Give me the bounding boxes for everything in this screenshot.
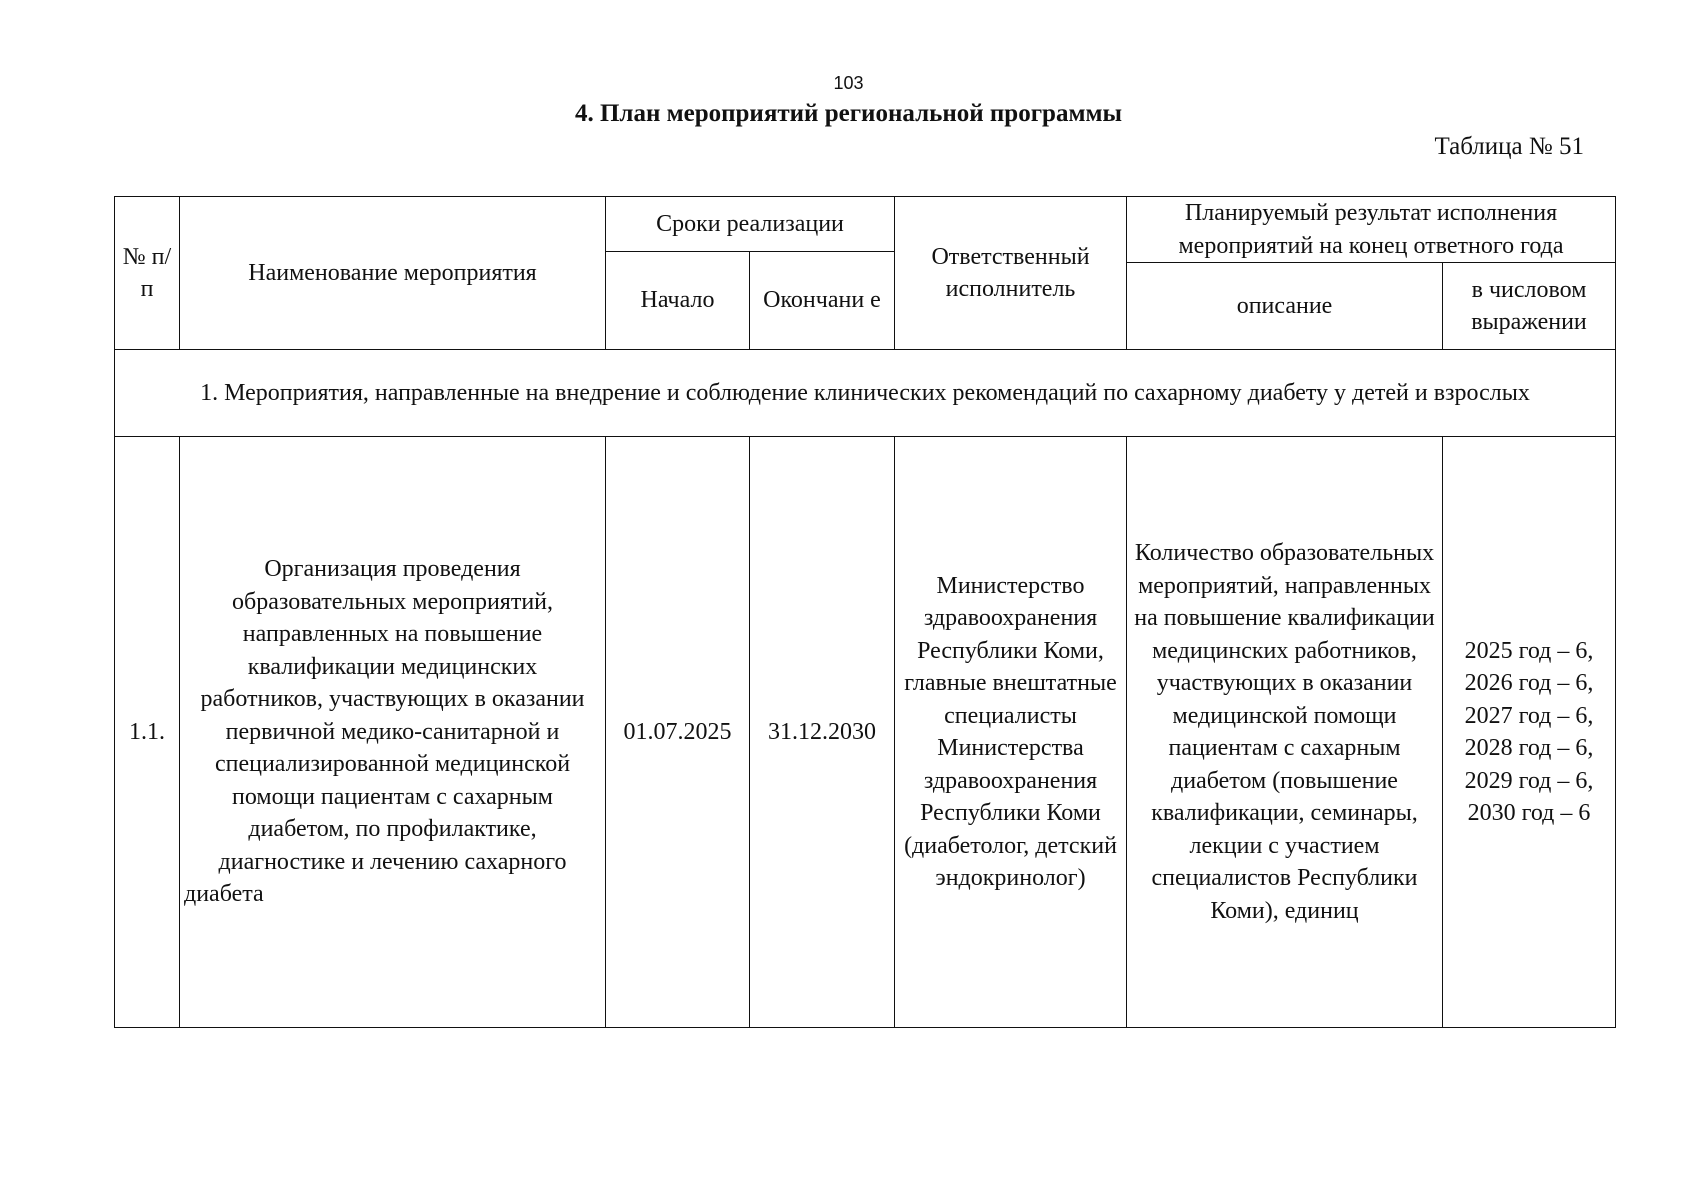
value-line: 2030 год – 6 xyxy=(1467,800,1591,826)
header-name: Наименование мероприятия xyxy=(180,197,606,350)
plan-table xyxy=(114,196,1616,1028)
header-end: Окончани е xyxy=(750,252,895,350)
header-start: Начало xyxy=(606,252,750,350)
table-label: Таблица № 51 xyxy=(1434,133,1584,160)
section-title: 1. Мероприятия, направленные на внедрение и соблюдение клинических рекомендаций по сахарному диабету у детей и взрослых xyxy=(115,350,1616,437)
header-terms: Сроки реализации xyxy=(606,197,895,252)
header-result: Планируемый результат исполнения мероприятий на конец ответного года xyxy=(1127,197,1616,263)
row-description: Количество образовательных мероприятий, направленных на повышение квалификации медицинских работников, участвующих в оказании медицинской помощи пациентам с сахарным диабетом (повышение квалификации, семинары, лекции с участием специалистов Республики Коми), единиц xyxy=(1127,437,1443,1028)
header-num: № п/п xyxy=(115,197,180,350)
header-responsible: Ответственный исполнитель xyxy=(895,197,1127,350)
header-numeric: в числовом выражении xyxy=(1443,263,1616,350)
page-title: 4. План мероприятий региональной программы xyxy=(574,100,1123,127)
table-row xyxy=(115,437,1616,1028)
row-end: 31.12.2030 xyxy=(750,437,895,1028)
row-start: 01.07.2025 xyxy=(606,437,750,1028)
row-responsible: Министерство здравоохранения Республики Коми, главные внештатные специалисты Министерства здравоохранения Республики Коми (диабетолог, детский эндокринолог) xyxy=(895,437,1127,1028)
value-line: 2025 год – 6, xyxy=(1464,637,1594,664)
section-row xyxy=(115,350,1616,437)
header-row-1 xyxy=(115,197,1616,252)
value-line: 2029 год – 6, xyxy=(1464,767,1594,794)
row-name: Организация проведения образовательных мероприятий, направленных на повышение квалификации медицинских работников, участвующих в оказании первичной медико-санитарной и специализированной медицинской помощи пациентам с сахарным диабетом, по профилактике, диагностике и лечению сахарного диабета xyxy=(180,437,606,1028)
value-line: 2026 год – 6, xyxy=(1464,670,1594,696)
value-line: 2027 год – 6, xyxy=(1464,702,1594,729)
value-line: 2028 год – 6, xyxy=(1464,735,1594,761)
page-number: 103 xyxy=(833,73,864,93)
row-values xyxy=(1443,437,1616,1028)
header-description: описание xyxy=(1127,263,1443,350)
row-num: 1.1. xyxy=(115,437,180,1028)
